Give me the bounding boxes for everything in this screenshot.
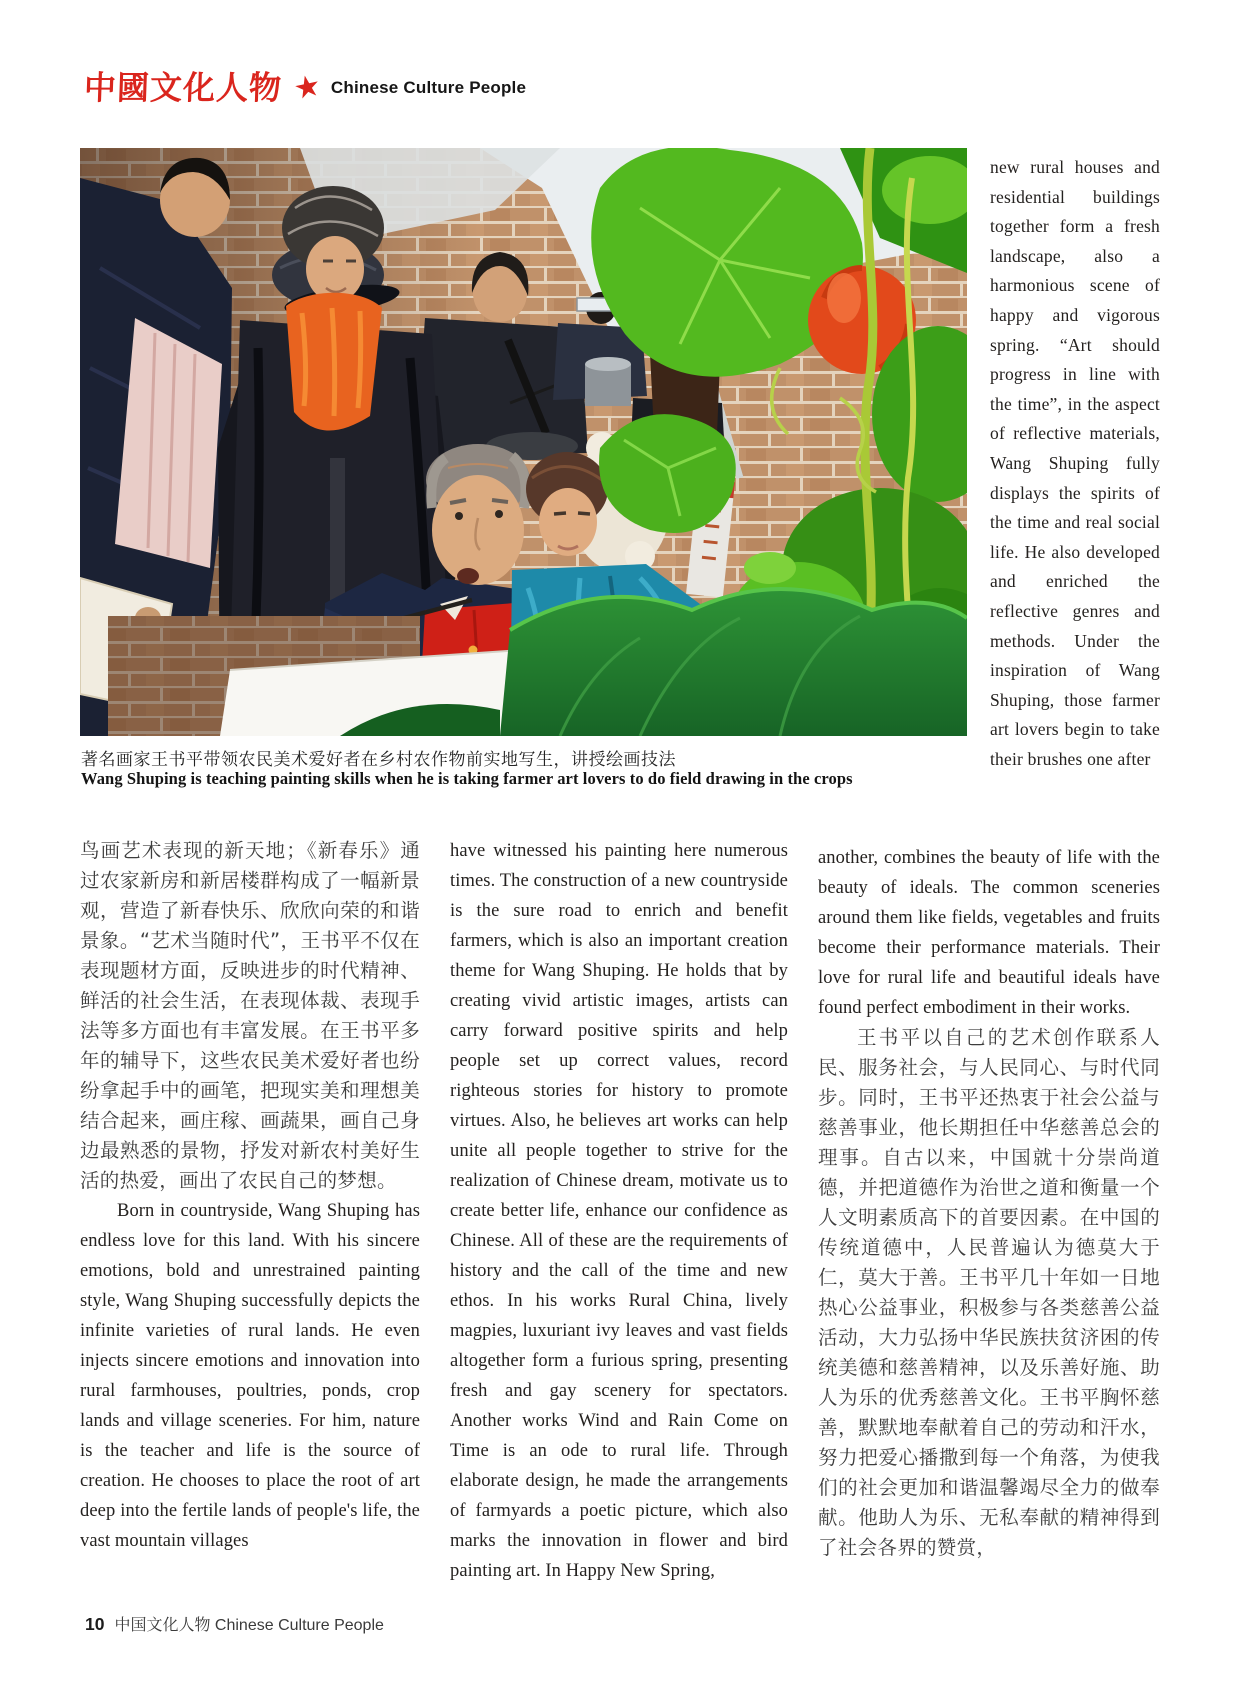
page-number: 10 — [85, 1614, 105, 1634]
field-painting-photo — [80, 148, 967, 736]
photo-caption-chinese: 著名画家王书平带领农民美术爱好者在乡村农作物前实地写生，讲授绘画技法 — [81, 750, 676, 770]
column2-english-paragraph: have witnessed his painting here numerous times. The construction of a new countryside is the sure road to enrich and benefit farmers, which is also an important creation theme for Wang Shuping. He holds that by creating vivid artistic images, artists can carry forward positive spirits and help people set up correct values, record righteous stories for history to promote virtues. Also, he believes art works can help unite all people together to strive for the realization of Chinese dream, motivate us to create better life, enhance our confidence as Chinese. All of these are the requirements of history and the call of the time and new ethos. In his works Rural China, lively magpies, luxuriant ivy leaves and vast fields altogether form a furious spring, presenting fresh and gay scenery for spectators. Another works Wind and Rain Come on Time is an ode to rural life. Through elaborate design, he made the arrangements of farmyards a poetic picture, which also marks the innovation in flower and bird painting art. In Happy New Spring, — [450, 841, 788, 1581]
sidebar-article-column — [990, 153, 1160, 774]
article-column-3 — [818, 843, 1160, 1563]
logo-english-text: Chinese Culture People — [330, 78, 527, 97]
column1-english-paragraph: Born in countryside, Wang Shuping has endless love for this land. With his sincere emotions, bold and unrestrained painting style, Wang Shuping successfully depicts the infinite varieties of rural lands. He even injects sincere emotions and innovation into rural farmhouses, poultries, ponds, crop lands and village sceneries. For him, nature is the teacher and life is the source of creation. He chooses to place the root of art deep into the fertile lands of people's life, the vast mountain villages — [80, 1201, 420, 1551]
column1-chinese-paragraph: 鸟画艺术表现的新天地；《新春乐》通过农家新房和新居楼群构成了一幅新景观，营造了新春快乐、欣欣向荣的和谐景象。“艺术当随时代”，王书平不仅在表现题材方面，反映进步的时代精神、鲜活的社会生活，在表现体裁、表现手法等多方面也有丰富发展。在王书平多年的辅导下，这些农民美术爱好者也纷纷拿起手中的画笔，把现实美和理想美结合起来，画庄稼、画蔬果，画自己身边最熟悉的景物，抒发对新农村美好生活的热爱，画出了农民自己的梦想。 — [80, 839, 420, 1192]
article-column-1 — [80, 836, 420, 1556]
logo-chinese-calligraphy: 中國文化人物 — [83, 68, 283, 108]
photo-illustration — [80, 148, 967, 736]
photo-caption-english: Wang Shuping is teaching painting skills when he is taking farmer art lovers to do field drawing in the crops — [81, 769, 853, 788]
column3-english-paragraph: another, combines the beauty of life with the beauty of ideals. The common sceneries around them like fields, vegetables and fruits become their performance materials. Their love for rural life and beautiful ideals have found perfect embodiment in their works. — [818, 848, 1160, 1018]
magazine-logo — [84, 66, 526, 110]
column3-chinese-paragraph: 王书平以自己的艺术创作联系人民、服务社会，与人民同心、与时代同步。同时，王书平还热衷于社会公益与慈善事业，他长期担任中华慈善总会的理事。自古以来，中国就十分崇尚道德，并把道德作为治世之道和衡量一个人文明素质高下的首要因素。在中国的传统道德中，人民普遍认为德莫大于仁，莫大于善。王书平几十年如一日地热心公益事业，积极参与各类慈善公益活动，大力弘扬中华民族扶贫济困的传统美德和慈善精神，以及乐善好施、助人为乐的优秀慈善文化。王书平胸怀慈善，默默地奉献着自己的劳动和汗水，努力把爱心播撒到每一个角落，为使我们的社会更加和谐温馨竭尽全力的做奉献。他助人为乐、无私奉献的精神得到了社会各界的赞赏， — [818, 1026, 1160, 1559]
article-column-2 — [450, 836, 788, 1586]
red-star-icon: ★ — [290, 68, 324, 107]
page-footer — [85, 1612, 384, 1635]
footer-journal-name: 中国文化人物 Chinese Culture People — [114, 1617, 384, 1634]
sidebar-paragraph: new rural houses and residential buildings together form a fresh landscape, also a harmonious scene of happy and vigorous spring. “Art should progress in line with the time”, in the aspect of reflective materials, Wang Shuping fully displays the spirits of the time and real social life. He also developed and enriched the reflective genres and methods. Under the inspiration of Wang Shuping, those farmer art lovers begin to take their brushes one after — [990, 157, 1160, 769]
